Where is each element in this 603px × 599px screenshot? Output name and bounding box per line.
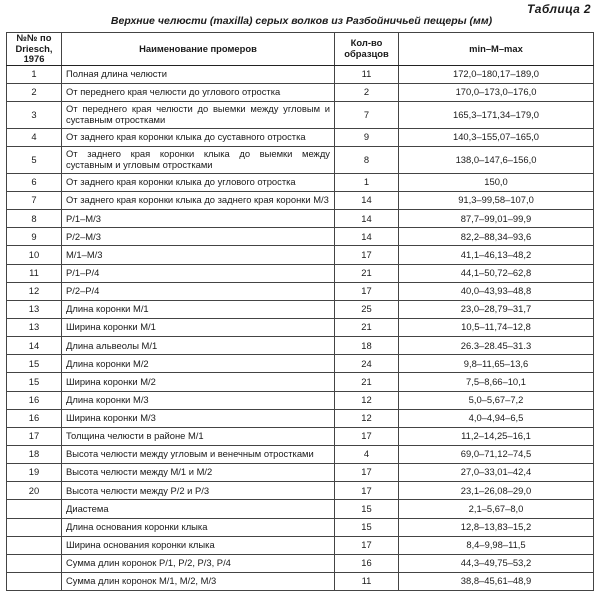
table-row [7, 128, 594, 146]
row-number: 10 [7, 246, 62, 264]
min-mean-max-value: 41,1–46,13–48,2 [399, 246, 594, 264]
row-number: 13 [7, 319, 62, 337]
min-mean-max-value: 12,8–13,83–15,2 [399, 518, 594, 536]
table-row [7, 228, 594, 246]
min-mean-max-value: 82,2–88,34–93,6 [399, 228, 594, 246]
min-mean-max-value: 140,3–155,07–165,0 [399, 128, 594, 146]
table-row [7, 65, 594, 83]
measurement-name: От заднего края коронки клыка до выемки между суставным и угловым отростками [62, 146, 335, 173]
min-mean-max-value: 5,0–5,67–7,2 [399, 391, 594, 409]
row-number: 5 [7, 146, 62, 173]
measurement-name: P/1–M/3 [62, 210, 335, 228]
sample-count: 17 [335, 482, 399, 500]
sample-count: 9 [335, 128, 399, 146]
min-mean-max-value: 165,3–171,34–179,0 [399, 101, 594, 128]
min-mean-max-value: 69,0–71,12–74,5 [399, 446, 594, 464]
table-row [7, 554, 594, 572]
table-row [7, 173, 594, 191]
measurement-name: Полная длина челюсти [62, 65, 335, 83]
sample-count: 14 [335, 228, 399, 246]
measurement-name: Толщина челюсти в районе M/1 [62, 427, 335, 445]
measurement-name: От заднего края коронки клыка до суставного отростка [62, 128, 335, 146]
row-number: 11 [7, 264, 62, 282]
sample-count: 16 [335, 554, 399, 572]
measurement-name: Ширина коронки M/2 [62, 373, 335, 391]
measurement-name: M/1–M/3 [62, 246, 335, 264]
sample-count: 21 [335, 319, 399, 337]
measurement-name: Длина альвеолы M/1 [62, 337, 335, 355]
table-row [7, 146, 594, 173]
table-row [7, 210, 594, 228]
sample-count: 7 [335, 101, 399, 128]
min-mean-max-value: 11,2–14,25–16,1 [399, 427, 594, 445]
table-row [7, 409, 594, 427]
row-number: 12 [7, 282, 62, 300]
table-row [7, 282, 594, 300]
column-header-number: №№ по Driesch, 1976 [7, 33, 62, 66]
measurement-name: P/2–M/3 [62, 228, 335, 246]
min-mean-max-value: 23,0–28,79–31,7 [399, 300, 594, 318]
min-mean-max-value: 44,3–49,75–53,2 [399, 554, 594, 572]
table-row [7, 518, 594, 536]
measurement-name: Длина основания коронки клыка [62, 518, 335, 536]
measurement-name: Сумма длин коронок M/1, M/2, M/3 [62, 573, 335, 591]
table-row [7, 446, 594, 464]
row-number: 16 [7, 391, 62, 409]
measurement-name: P/1–P/4 [62, 264, 335, 282]
table-row [7, 536, 594, 554]
min-mean-max-value: 2,1–5,67–8,0 [399, 500, 594, 518]
measurement-name: От переднего края челюсти до выемки между угловым и суставным отростками [62, 101, 335, 128]
measurement-name: Высота челюсти между P/2 и P/3 [62, 482, 335, 500]
table-body [7, 65, 594, 591]
min-mean-max-value: 40,0–43,93–48,8 [399, 282, 594, 300]
sample-count: 15 [335, 500, 399, 518]
min-mean-max-value: 27,0–33,01–42,4 [399, 464, 594, 482]
measurement-name: Длина коронки M/1 [62, 300, 335, 318]
measurement-name: Ширина основания коронки клыка [62, 536, 335, 554]
sample-count: 24 [335, 355, 399, 373]
table-row [7, 300, 594, 318]
table-row [7, 337, 594, 355]
table-row [7, 355, 594, 373]
row-number: 1 [7, 65, 62, 83]
min-mean-max-value: 8,4–9,98–11,5 [399, 536, 594, 554]
table-row [7, 246, 594, 264]
sample-count: 14 [335, 210, 399, 228]
sample-count: 17 [335, 464, 399, 482]
min-mean-max-value: 138,0–147,6–156,0 [399, 146, 594, 173]
sample-count: 4 [335, 446, 399, 464]
sample-count: 17 [335, 246, 399, 264]
table-row [7, 482, 594, 500]
measurement-name: От переднего края челюсти до углового отростка [62, 83, 335, 101]
row-number: 15 [7, 373, 62, 391]
min-mean-max-value: 7,5–8,66–10,1 [399, 373, 594, 391]
min-mean-max-value: 170,0–173,0–176,0 [399, 83, 594, 101]
row-number [7, 500, 62, 518]
sample-count: 2 [335, 83, 399, 101]
row-number [7, 518, 62, 536]
row-number [7, 573, 62, 591]
table-row [7, 573, 594, 591]
table-row [7, 264, 594, 282]
table-row [7, 500, 594, 518]
sample-count: 11 [335, 573, 399, 591]
row-number: 13 [7, 300, 62, 318]
sample-count: 14 [335, 192, 399, 210]
sample-count: 12 [335, 409, 399, 427]
row-number: 18 [7, 446, 62, 464]
sample-count: 17 [335, 282, 399, 300]
table-caption: Верхние челюсти (maxilla) серых волков из Разбойничьей пещеры (мм) [110, 15, 493, 27]
measurement-name: Высота челюсти между угловым и венечным отростками [62, 446, 335, 464]
sample-count: 18 [335, 337, 399, 355]
table-row [7, 101, 594, 128]
sample-count: 21 [335, 373, 399, 391]
row-number: 7 [7, 192, 62, 210]
table-row [7, 319, 594, 337]
min-mean-max-value: 23,1–26,08–29,0 [399, 482, 594, 500]
min-mean-max-value: 38,8–45,61–48,9 [399, 573, 594, 591]
min-mean-max-value: 4,0–4,94–6,5 [399, 409, 594, 427]
sample-count: 17 [335, 536, 399, 554]
measurement-name: Ширина коронки M/1 [62, 319, 335, 337]
min-mean-max-value: 172,0–180,17–189,0 [399, 65, 594, 83]
table-row [7, 464, 594, 482]
row-number: 20 [7, 482, 62, 500]
sample-count: 21 [335, 264, 399, 282]
table-row [7, 391, 594, 409]
measurement-name: Длина коронки M/2 [62, 355, 335, 373]
measurement-name: От заднего края коронки клыка до углового отростка [62, 173, 335, 191]
column-header-min-mean-max: min–M–max [399, 33, 594, 66]
min-mean-max-value: 87,7–99,01–99,9 [399, 210, 594, 228]
row-number: 15 [7, 355, 62, 373]
measurement-name: Высота челюсти между M/1 и M/2 [62, 464, 335, 482]
min-mean-max-value: 91,3–99,58–107,0 [399, 192, 594, 210]
row-number: 3 [7, 101, 62, 128]
row-number: 8 [7, 210, 62, 228]
table-row [7, 83, 594, 101]
sample-count: 8 [335, 146, 399, 173]
column-header-sample-count: Кол-во образцов [335, 33, 399, 66]
sample-count: 11 [335, 65, 399, 83]
row-number [7, 536, 62, 554]
row-number: 2 [7, 83, 62, 101]
measurement-name: P/2–P/4 [62, 282, 335, 300]
row-number [7, 554, 62, 572]
table-row [7, 192, 594, 210]
row-number: 19 [7, 464, 62, 482]
sample-count: 1 [335, 173, 399, 191]
measurement-name: Сумма длин коронок P/1, P/2, P/3, P/4 [62, 554, 335, 572]
row-number: 14 [7, 337, 62, 355]
min-mean-max-value: 26.3–28.45–31.3 [399, 337, 594, 355]
measurement-name: Ширина коронки M/3 [62, 409, 335, 427]
table-header-row [7, 33, 594, 66]
row-number: 6 [7, 173, 62, 191]
measurement-name: Диастема [62, 500, 335, 518]
min-mean-max-value: 9,8–11,65–13,6 [399, 355, 594, 373]
table-row [7, 373, 594, 391]
table-row [7, 427, 594, 445]
measurement-name: Длина коронки M/3 [62, 391, 335, 409]
min-mean-max-value: 44,1–50,72–62,8 [399, 264, 594, 282]
min-mean-max-value: 10,5–11,74–12,8 [399, 319, 594, 337]
table-number-label: Таблица 2 [527, 2, 591, 16]
sample-count: 15 [335, 518, 399, 536]
measurements-table [6, 32, 594, 591]
min-mean-max-value: 150,0 [399, 173, 594, 191]
column-header-measurement-name: Наименование промеров [62, 33, 335, 66]
row-number: 17 [7, 427, 62, 445]
row-number: 9 [7, 228, 62, 246]
sample-count: 17 [335, 427, 399, 445]
measurement-name: От заднего края коронки клыка до заднего края коронки M/3 [62, 192, 335, 210]
row-number: 16 [7, 409, 62, 427]
row-number: 4 [7, 128, 62, 146]
sample-count: 25 [335, 300, 399, 318]
sample-count: 12 [335, 391, 399, 409]
